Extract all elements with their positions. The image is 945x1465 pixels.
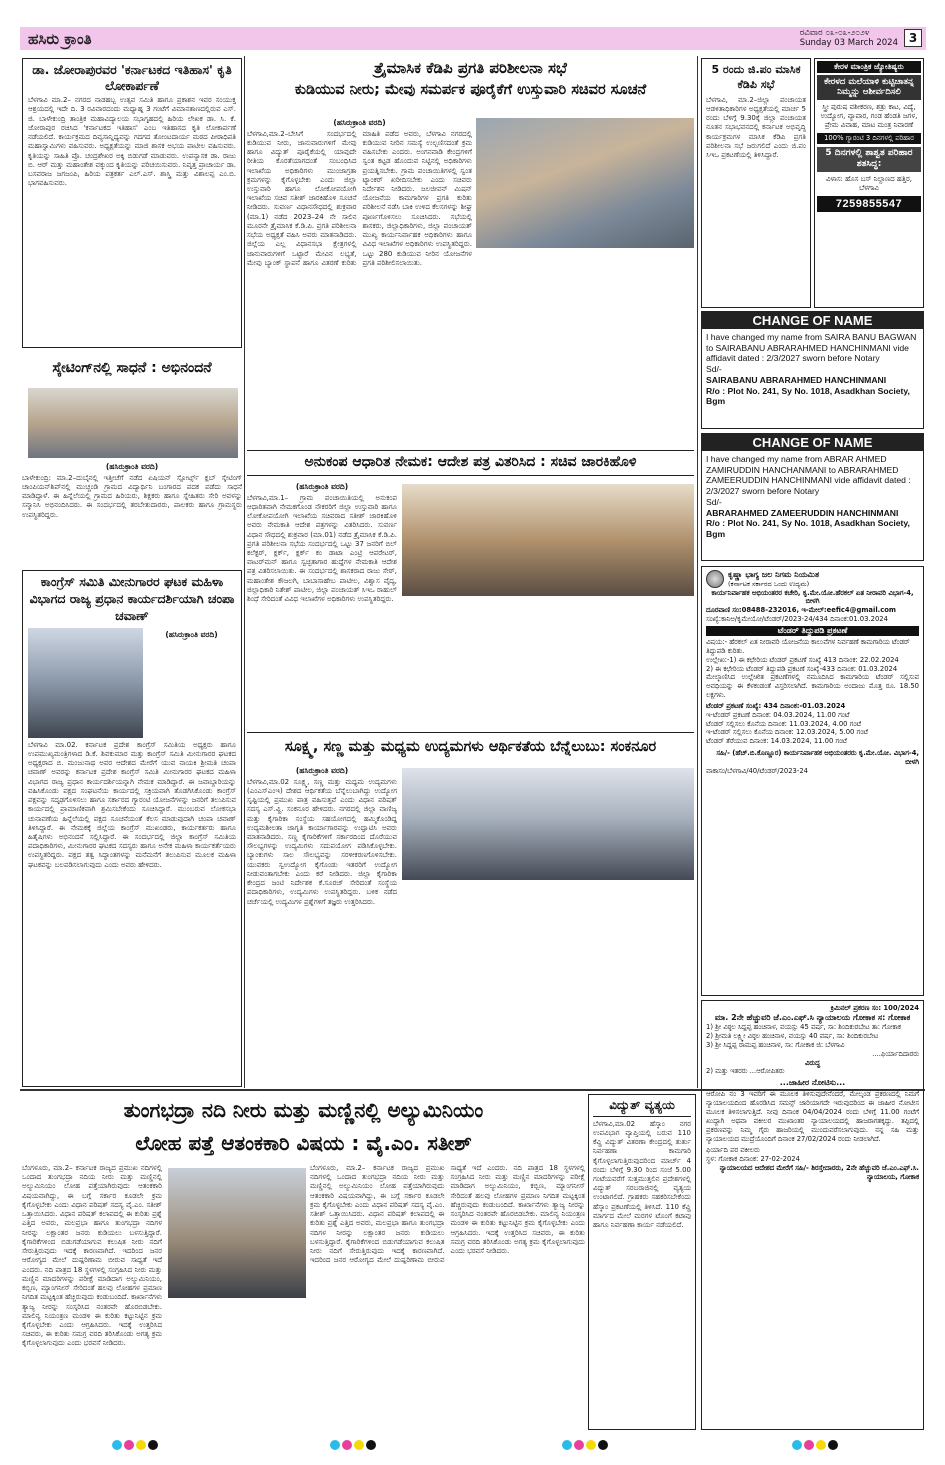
cyan-dot [330, 1440, 340, 1450]
notice-sd: Sd/- [706, 364, 722, 375]
tender-notice [701, 566, 924, 996]
ad-phone: 7259855547 [817, 196, 921, 212]
versus: ವಿರುದ್ಧ [804, 1058, 821, 1067]
cyan-dot [112, 1440, 122, 1450]
article-body: ಬೆಳಗಾವಿ,ಮಾ.02 ಸೂಕ್ಷ್ಮ, ಸಣ್ಣ ಮತ್ತು ಮಧ್ಯಮ ಉದ್ಯಮಗಳು (ಎಂಎಸ್‌ಎಂಇ) ದೇಶದ ಆರ್ಥಿಕತೆಯ ಬೆನ್ನೆಲುಬಾಗಿದ್ದು ಉದ್ಯೋಗ ಸೃಷ್ಟಿಯಲ್ಲಿ ಪ್ರಮುಖ ಪಾತ್ರ ವಹಿಸುತ್ತವೆ ಎಂದು ವಿಧಾನ ಪರಿಷತ್ ಸದಸ್ಯ ಎಸ್.ವ್ಹಿ. ಸಂಕನೂರ ಹೇಳಿದರು. ನಗರದಲ್ಲಿ ಜಿಲ್ಲಾ ವಾಣಿಜ್ಯ ಮತ್ತು ಕೈಗಾರಿಕಾ ಸಂಸ್ಥೆಯ ಸಹಯೋಗದಲ್ಲಿ ಹಮ್ಮಿಕೊಂಡಿದ್ದ ಉದ್ಯಮಶೀಲತಾ ಜಾಗೃತಿ ಕಾರ್ಯಾಗಾರವನ್ನು ಉದ್ಘಾಟಿಸಿ ಅವರು ಮಾತನಾಡಿದರು. ಸಣ್ಣ ಕೈಗಾರಿಕೆಗಳಿಗೆ ಸರ್ಕಾರದಿಂದ ದೊರೆಯುವ ಸೌಲಭ್ಯಗಳನ್ನು ಉದ್ಯಮಿಗಳು ಸದುಪಯೋಗ ಪಡಿಸಿಕೊಳ್ಳಬೇಕು. ಬ್ಯಾಂಕುಗಳು ಸಾಲ ಸೌಲಭ್ಯವನ್ನು ಸರಳೀಕರಣಗೊಳಿಸಬೇಕು. ಯುವಕರು ಸ್ವಉದ್ಯೋಗ ಕೈಗೊಂಡು ಇತರರಿಗೆ ಉದ್ಯೋಗ ನೀಡುವಂತಾಗಬೇಕು ಎಂದು ಕರೆ ನೀಡಿದರು. ಜಿಲ್ಲಾ ಕೈಗಾರಿಕಾ ಕೇಂದ್ರದ ಜಂಟಿ ನಿರ್ದೇಶಕ ಕೆ.ಸೂರಜ್ ಸೇರಿದಂತೆ ಸಂಸ್ಥೆಯ ಪದಾಧಿಕಾರಿಗಳು, ಉದ್ಯಮಿಗಳು ಉಪಸ್ಥಿತರಿದ್ದರು. ಬಳಿಕ ನಡೆದ ಚರ್ಚೆಯಲ್ಲಿ ಉದ್ಯಮಿಗಳ ಪ್ರಶ್ನೆಗಳಿಗೆ ತಜ್ಞರು ಉತ್ತರಿಸಿದರು. [247, 777, 397, 906]
ad-days: 5 ದಿನಗಳಲ್ಲಿ ಶಾಶ್ವತ ಪರಿಹಾರ ಶತಸಿದ್ಧ: [817, 147, 921, 172]
headline-kicker: ತ್ರೈಮಾಸಿಕ ಕೆಡಿಪಿ ಪ್ರಗತಿ ಪರಿಶೀಲನಾ ಸಭೆ [374, 59, 567, 77]
tender-sub: (ಕರ್ನಾಟಕ ಸರ್ಕಾರದ ಒಂದು ಉದ್ಯಮ) [728, 580, 810, 589]
yellow-dot [136, 1440, 146, 1450]
black-dot [366, 1440, 376, 1450]
byline: (ಹಸಿರುಕ್ರಾಂತಿ ವರದಿ) [333, 118, 386, 127]
article-tungabhadra-col2 [310, 1164, 585, 1430]
role-accused: 2) ಮತ್ತು ಇತರರು ...ಆರೋಪಿತರು [706, 1067, 785, 1076]
notice-body: I have changed my name from ABRAR AHMED ZAMIRUDDIN HANCHANMANI to ABRARAHMED ZAMEERUDDIN HANCHINMANI vide affidavit dated : 2/3/2027 sworn before Notary [706, 454, 911, 497]
byline: (ಹಸಿರುಕ್ರಾಂತಿ ವರದಿ) [105, 462, 159, 471]
paper-title: ಹಸಿರು ಕ್ರಾಂತಿ [28, 30, 92, 48]
headline: ಕಾಂಗ್ರೆಸ್ ಸಮಿತಿ ಮೀನುಗಾರರ ಘಟಕ ಮಹಿಳಾ ವಿಭಾಗದ ರಾಜ್ಯ ಪ್ರಧಾನ ಕಾರ್ಯದರ್ಶಿಯಾಗಿ ಚಂಪಾ ಚವಾಣ್ [29, 574, 235, 623]
congress-photo [28, 628, 143, 738]
article-tungabhadra-col1 [22, 1164, 162, 1430]
court-notice [701, 1000, 924, 1430]
change-of-name-2 [701, 433, 924, 561]
skating-photo [28, 388, 238, 458]
black-dot [828, 1440, 838, 1450]
party-2: 2) ಶ್ರೀಮತಿ ಲಕ್ಷ್ಮೀ ವಿಠ್ಠಲ ಹಂಚಿನಾಳ, ವಯಸ್ಸು 40 ವರ್ಷ, ಸಾ: ಶಿಂದಿಕುರಬೇಟ [706, 1032, 879, 1041]
byline: (ಹಸಿರುಕ್ರಾಂತಿ ವರದಿ) [295, 766, 349, 775]
headline: ಡಾ. ಜೋರಾಪುರವರ 'ಕರ್ನಾಟಕದ ಇತಿಹಾಸ' ಕೃತಿ ಲೋಕಾರ್ಪಣೆ [32, 62, 232, 93]
article-body: ಬೆಂಗಳೂರು, ಮಾ.2– ಕರ್ನಾಟಕ ರಾಜ್ಯದ ಪ್ರಮುಖ ನದಿಗಳಲ್ಲಿ ಒಂದಾದ ತುಂಗಭದ್ರಾ ನದಿಯ ನೀರು ಮತ್ತು ಮಣ್ಣಿನಲ್ಲಿ ಅಲ್ಯುಮಿನಿಯಂ ಲೋಹ ಪತ್ತೆಯಾಗಿರುವುದು ಆತಂಕಕಾರಿ ವಿಷಯವಾಗಿದ್ದು, ಈ ಬಗ್ಗೆ ಸರ್ಕಾರ ಕೂಡಲೇ ಕ್ರಮ ಕೈಗೊಳ್ಳಬೇಕು ಎಂದು ವಿಧಾನ ಪರಿಷತ್ ಸದಸ್ಯ ವೈ.ಎಂ. ಸತೀಶ್ ಒತ್ತಾಯಿಸಿದರು. ವಿಧಾನ ಪರಿಷತ್ ಕಲಾಪದಲ್ಲಿ ಈ ಕುರಿತು ಪ್ರಶ್ನೆ ಎತ್ತಿದ ಅವರು, ಮಲಪ್ರಭಾ ಹಾಗೂ ತುಂಗಭದ್ರಾ ನದಿಗಳ ನೀರನ್ನು ಲಕ್ಷಾಂತರ ಜನರು ಕುಡಿಯಲು ಬಳಸುತ್ತಿದ್ದಾರೆ. ಕೈಗಾರಿಕೆಗಳಿಂದ ಬಿಡುಗಡೆಯಾಗುವ ಕಲುಷಿತ ನೀರು ನದಿಗೆ ಸೇರುತ್ತಿರುವುದು ಇದಕ್ಕೆ ಕಾರಣವಾಗಿದೆ. ಇದರಿಂದ ಜನರ ಆರೋಗ್ಯದ ಮೇಲೆ ದುಷ್ಪರಿಣಾಮ ಬೀರುವ ಸಾಧ್ಯತೆ ಇದೆ ಎಂದರು. ನದಿ ಪಾತ್ರದ 18 ಸ್ಥಳಗಳಲ್ಲಿ ಸಂಗ್ರಹಿಸಿದ ನೀರು ಮತ್ತು ಮಣ್ಣಿನ ಮಾದರಿಗಳನ್ನು ಪರೀಕ್ಷೆ ಮಾಡಿದಾಗ ಅಲ್ಯುಮಿನಿಯಂ, ಕಬ್ಬಿಣ, ಮ್ಯಾಂಗನೀಸ್ ಸೇರಿದಂತೆ ಹಲವು ಲೋಹಗಳ ಪ್ರಮಾಣ ನಿಗದಿತ ಮಟ್ಟಕ್ಕಿಂತ ಹೆಚ್ಚಿರುವುದು ಕಂಡುಬಂದಿದೆ. ಕಾರ್ಖಾನೆಗಳು ತ್ಯಾಜ್ಯ ನೀರನ್ನು ಸಂಸ್ಕರಿಸಿದ ನಂತರವೇ ಹೊರಬಿಡಬೇಕು. ಮಾಲಿನ್ಯ ನಿಯಂತ್ರಣ ಮಂಡಳಿ ಈ ಕುರಿತು ಕಟ್ಟುನಿಟ್ಟಿನ ಕ್ರಮ ಕೈಗೊಳ್ಳಬೇಕು ಎಂದು ಆಗ್ರಹಿಸಿದರು. ಇದಕ್ಕೆ ಉತ್ತರಿಸಿದ ಸಚಿವರು, ಈ ಕುರಿತು ಸಮಗ್ರ ವರದಿ ತರಿಸಿಕೊಂಡು ಅಗತ್ಯ ಕ್ರಮ ಕೈಗೊಳ್ಳಲಾಗುವುದು ಎಂದು ಭರವಸೆ ನೀಡಿದರು. [22, 1164, 162, 1348]
yellow-dot [816, 1440, 826, 1450]
article-body: ಬೆಳಗಾವಿ,ಮಾ.1– ಗ್ರಾಮ ಪಂಚಾಯಿತಿಯಲ್ಲಿ ಅನುಕಂಪ ಆಧಾರಿತವಾಗಿ ನೇಮಕಗೊಂಡ ನೌಕರರಿಗೆ ಜಿಲ್ಲಾ ಉಸ್ತುವಾರಿ ಹಾಗೂ ಲೋಕೋಪಯೋಗಿ ಇಲಾಖೆಯ ಸಚಿವರಾದ ಸತೀಶ್ ಜಾರಕಿಹೊಳಿ ಅವರು ನೇಮಕಾತಿ ಆದೇಶ ಪತ್ರಗಳನ್ನು ವಿತರಿಸಿದರು. ಸುವರ್ಣ ವಿಧಾನ ಸೌಧದಲ್ಲಿ ಶುಕ್ರವಾರ (ಮಾ.01) ನಡೆದ ತ್ರೈಮಾಸಿಕ ಕೆ.ಡಿ.ಪಿ. ಪ್ರಗತಿ ಪರಿಶೀಲನಾ ಸಭೆಯ ಸಂದರ್ಭದಲ್ಲಿ ಒಟ್ಟು 37 ಜನರಿಗೆ ಬಿಲ್ ಕಲೆಕ್ಟರ್, ಕ್ಲರ್ಕ್, ಕ್ಲರ್ಕ್ ಕಂ ಡಾಟಾ ಎಂಟ್ರಿ ಆಪರೇಟರ್, ವಾಟರ್‌ಮನ್ ಹಾಗೂ ಸ್ವಚ್ಛತಾಗಾರ ಹುದ್ದೆಗಳ ನೇಮಕಾತಿ ಆದೇಶ ಪತ್ರ ವಿತರಿಸಲಾಯಿತು. ಈ ಸಂದರ್ಭದಲ್ಲಿ ಶಾಸಕರಾದ ರಾಜು ಸೇಠ್, ಮಹಾಂತೇಶ ಕೌಜಲಗಿ, ಬಾಬಾಸಾಹೇಬ ಪಾಟೀಲ, ವಿಶ್ವಾಸ ವೈದ್ಯ, ಜಿಲ್ಲಾಧಿಕಾರಿ ನಿತೇಶ್ ಪಾಟೀಲ, ಜಿಲ್ಲಾ ಪಂಚಾಯತ್ ಸಿಇಒ ರಾಹುಲ್ ಶಿಂಧೆ ಸೇರಿದಂತೆ ವಿವಿಧ ಇಲಾಖೆಗಳ ಅಧಿಕಾರಿಗಳು ಉಪಸ್ಥಿತರಿದ್ದರು. [247, 493, 397, 604]
tender-contact: ದೂರವಾಣಿ ಸಂ:08488-232016, ಇ-ಮೇಲ್:eefic4@gmail.com [706, 606, 897, 615]
tender-description: ಮೇಲ್ಕಾಣಿಸಿದ ಉಲ್ಲೇಖಿತ ಪ್ರಕಟಣೆಗಳಲ್ಲಿ ನಮೂದಿಸಿದ ಕಾಮಗಾರಿಯ ಟೆಂಡರ್ ಸಲ್ಲಿಸುವ ಅವಧಿಯನ್ನು ಈ ಕೆಳಕಂಡಂತೆ ವಿಸ್ತರಿಸಲಾಗಿದೆ. ಕಾಮಗಾರಿಯ ಅಂದಾಜು ಮೊತ್ತ ರೂ. 18.50 ಲಕ್ಷಗಳು. [706, 673, 919, 700]
tender-signature: ಸಹಿ/- (ಹೆಚ್.ಬಿ.ಕೊಣ್ಣೂರ) ಕಾರ್ಯನಿರ್ವಾಹಕ ಅಭಿಯಂತರರು ಕೃ.ಮೇ.ಯೋ. ವಿಭಾಗ-4, ಬೀಳಗಿ [716, 749, 919, 766]
ad-address: ವಿಳಾಸ: ಹೊಸ ಬಸ್ ನಿಲ್ದಾಣದ ಹತ್ತಿರ, ಬೆಳಗಾವಿ [826, 174, 912, 192]
article-body-continued: ಬೆಂಗಳೂರು, ಮಾ.2– ಕರ್ನಾಟಕ ರಾಜ್ಯದ ಪ್ರಮುಖ ನದಿಗಳಲ್ಲಿ ಒಂದಾದ ತುಂಗಭದ್ರಾ ನದಿಯ ನೀರು ಮತ್ತು ಮಣ್ಣಿನಲ್ಲಿ ಅಲ್ಯುಮಿನಿಯಂ ಲೋಹ ಪತ್ತೆಯಾಗಿರುವುದು ಆತಂಕಕಾರಿ ವಿಷಯವಾಗಿದ್ದು, ಈ ಬಗ್ಗೆ ಸರ್ಕಾರ ಕೂಡಲೇ ಕ್ರಮ ಕೈಗೊಳ್ಳಬೇಕು ಎಂದು ವಿಧಾನ ಪರಿಷತ್ ಸದಸ್ಯ ವೈ.ಎಂ. ಸತೀಶ್ ಒತ್ತಾಯಿಸಿದರು. ವಿಧಾನ ಪರಿಷತ್ ಕಲಾಪದಲ್ಲಿ ಈ ಕುರಿತು ಪ್ರಶ್ನೆ ಎತ್ತಿದ ಅವರು, ಮಲಪ್ರಭಾ ಹಾಗೂ ತುಂಗಭದ್ರಾ ನದಿಗಳ ನೀರನ್ನು ಲಕ್ಷಾಂತರ ಜನರು ಕುಡಿಯಲು ಬಳಸುತ್ತಿದ್ದಾರೆ. ಕೈಗಾರಿಕೆಗಳಿಂದ ಬಿಡುಗಡೆಯಾಗುವ ಕಲುಷಿತ ನೀರು ನದಿಗೆ ಸೇರುತ್ತಿರುವುದು ಇದಕ್ಕೆ ಕಾರಣವಾಗಿದೆ. ಇದರಿಂದ ಜನರ ಆರೋಗ್ಯದ ಮೇಲೆ ದುಷ್ಪರಿಣಾಮ ಬೀರುವ ಸಾಧ್ಯತೆ ಇದೆ ಎಂದರು. ನದಿ ಪಾತ್ರದ 18 ಸ್ಥಳಗಳಲ್ಲಿ ಸಂಗ್ರಹಿಸಿದ ನೀರು ಮತ್ತು ಮಣ್ಣಿನ ಮಾದರಿಗಳನ್ನು ಪರೀಕ್ಷೆ ಮಾಡಿದಾಗ ಅಲ್ಯುಮಿನಿಯಂ, ಕಬ್ಬಿಣ, ಮ್ಯಾಂಗನೀಸ್ ಸೇರಿದಂತೆ ಹಲವು ಲೋಹಗಳ ಪ್ರಮಾಣ ನಿಗದಿತ ಮಟ್ಟಕ್ಕಿಂತ ಹೆಚ್ಚಿರುವುದು ಕಂಡುಬಂದಿದೆ. ಕಾರ್ಖಾನೆಗಳು ತ್ಯಾಜ್ಯ ನೀರನ್ನು ಸಂಸ್ಕರಿಸಿದ ನಂತರವೇ ಹೊರಬಿಡಬೇಕು. ಮಾಲಿನ್ಯ ನಿಯಂತ್ರಣ ಮಂಡಳಿ ಈ ಕುರಿತು ಕಟ್ಟುನಿಟ್ಟಿನ ಕ್ರಮ ಕೈಗೊಳ್ಳಬೇಕು ಎಂದು ಆಗ್ರಹಿಸಿದರು. ಇದಕ್ಕೆ ಉತ್ತರಿಸಿದ ಸಚಿವರು, ಈ ಕುರಿತು ಸಮಗ್ರ ವರದಿ ತರಿಸಿಕೊಂಡು ಅಗತ್ಯ ಕ್ರಮ ಕೈಗೊಳ್ಳಲಾಗುವುದು ಎಂದು ಭರವಸೆ ನೀಡಿದರು. [310, 1164, 585, 1265]
notice-heading: ...ಜಾಹೀರ ನೋಟಿಸು... [779, 1078, 846, 1088]
place-date: ಸ್ಥಳ: ಗೋಕಾಕ ದಿನಾಂಕ: 27-02-2024 [706, 1155, 800, 1164]
role-complainant: ....ಫಿರ್ಯಾದಿದಾರರು [872, 1049, 919, 1058]
article-body: ಬೆಳಗಾವಿ, ಮಾ.2–ಜಿಲ್ಲಾ ಪಂಚಾಯತ ಆಡಳಿತಾಧಿಕಾರಿಗಳ ಅಧ್ಯಕ್ಷತೆಯಲ್ಲಿ ಮಾರ್ಚ 5 ರಂದು ಬೆಳಿಗ್ಗೆ 9.30ಕ್ಕೆ ಜಿಲ್ಲಾ ಪಂಚಾಯತ ನೂತನ ಸಭಾಭವನದಲ್ಲಿ ಕರ್ನಾಟಕ ಅಭಿವೃದ್ಧಿ ಕಾರ್ಯಕ್ರಮಗಳ ಮಾಸಿಕ ಕೆಡಿಪಿ ಪ್ರಗತಿ ಪರಿಶೀಲನಾ ಸಭೆ ಜರುಗಲಿದೆ ಎಂದು ಜಿ.ಪಂ ಸಿಇಒ ಪ್ರಕಟಣೆಯಲ್ಲಿ ತಿಳಿಸಿದ್ದಾರೆ. [706, 95, 806, 160]
tender-subject: ವಿಷಯ:- ಹೆರಕಲ್ ಏತ ನೀರಾವರಿ ಯೋಜನೆಯ ಕಾಲುವೆಗಳ ನಿರ್ವಹಣೆ ಕಾಮಗಾರಿಯ ಟೆಂಡರ್ ತಿದ್ದುಪಡಿ ಕುರಿತು. [706, 638, 910, 655]
article-kdp [247, 116, 472, 446]
notice-sd: Sd/- [706, 496, 722, 507]
notice-body: ಆರೋಪಿ ನಂ 3 ಇವರಿಗೆ ಈ ಮೂಲಕ ತಿಳಿಸುವುದೇನೆಂದರೆ, ಮೇಲ್ಕಂಡ ಪ್ರಕರಣದಲ್ಲಿ ನಿಮಗೆ ನ್ಯಾಯಾಲಯದಿಂದ ಹೊರಡಿಸಿದ ಸಮನ್ಸ್ ಜಾರಿಯಾಗದೇ ಇರುವುದರಿಂದ ಈ ಜಾಹೀರ ನೋಟೀಸ ಮೂಲಕ ತಿಳಿಸಲಾಗುತ್ತಿದೆ. ನೀವು ದಿನಾಂಕ 04/04/2024 ರಂದು ಬೆಳಿಗ್ಗೆ 11.00 ಗಂಟೆಗೆ ಖುದ್ದಾಗಿ ಅಥವಾ ವಕೀಲರ ಮುಖಾಂತರ ನ್ಯಾಯಾಲಯದಲ್ಲಿ ಹಾಜರಾಗತಕ್ಕದ್ದು. ತಪ್ಪಿದಲ್ಲಿ ಪ್ರಕರಣವನ್ನು ನಿಮ್ಮ ಗೈರು ಹಾಜರಿಯಲ್ಲಿ ಮುಂದುವರೆಸಲಾಗುವುದು. ನನ್ನ ಸಹಿ ಮತ್ತು ನ್ಯಾಯಾಲಯದ ಮುದ್ರೆಯೊಂದಿಗೆ ದಿನಾಂಕ 27/02/2024 ರಂದು ನೀಡಲಾಗಿದೆ. [706, 1090, 919, 1143]
masthead-band [20, 27, 926, 50]
magenta-dot [124, 1440, 134, 1450]
speaker-photo [168, 1168, 306, 1298]
article-body: ಬೆಳಗಾವಿ,ಮಾ.2–ಬೇಸಿಗೆ ಸಂದರ್ಭದಲ್ಲಿ ಕುಡಿಯುವ ನೀರು, ಜಾನುವಾರುಗಳಿಗೆ ಮೇವು ಹಾಗೂ ವಿದ್ಯುತ್ ಪೂರೈಕೆಯಲ್ಲಿ ಯಾವುದೇ ರೀತಿಯ ಕೊರತೆಯಾಗದಂತೆ ಸಂಬಂಧಿಸಿದ ಇಲಾಖೆಯ ಅಧಿಕಾರಿಗಳು ಮುಂಜಾಗ್ರತಾ ಕ್ರಮಗಳನ್ನು ಕೈಗೊಳ್ಳಬೇಕು ಎಂದು ಜಿಲ್ಲಾ ಉಸ್ತುವಾರಿ ಹಾಗೂ ಲೋಕೋಪಯೋಗಿ ಇಲಾಖೆಯ ಸಚಿವ ಸತೀಶ್ ಜಾರಕಿಹೊಳಿ ಸೂಚನೆ ನೀಡಿದರು. ಸುವರ್ಣ ವಿಧಾನಸೌಧದಲ್ಲಿ ಶುಕ್ರವಾರ (ಮಾ.1) ನಡೆದ 2023–24 ನೇ ಸಾಲಿನ ಮೂರನೇ ತ್ರೈಮಾಸಿಕ ಕೆ.ಡಿ.ಪಿ. ಪ್ರಗತಿ ಪರಿಶೀಲನಾ ಸಭೆಯ ಅಧ್ಯಕ್ಷತೆ ವಹಿಸಿ ಅವರು ಮಾತನಾಡಿದರು. ಜಿಲ್ಲೆಯ ಎಲ್ಲ ವಿಧಾನಸಭಾ ಕ್ಷೇತ್ರಗಳಲ್ಲಿ ಜಾನುವಾರುಗಳಿಗೆ ಒಟ್ಟಾರೆ ಮೇವಿನ ಲಭ್ಯತೆ, ಮೇವು ಬ್ಯಾಂಕ್ ಸ್ಥಾಪನೆ ಹಾಗೂ ವಿತರಣೆ ಕುರಿತು ಮಾಹಿತಿ ಪಡೆದ ಅವರು, ಬೆಳಗಾವಿ ನಗರದಲ್ಲಿ ಕುಡಿಯುವ ನೀರಿನ ಸಮಸ್ಯೆ ಉಲ್ಬಣಿಸದಂತೆ ಕ್ರಮ ವಹಿಸಬೇಕು ಎಂದರು. ಅಂಗನವಾಡಿ ಕೇಂದ್ರಗಳಿಗೆ ಸ್ವಂತ ಕಟ್ಟಡ ಹೊಂದುವ ನಿಟ್ಟಿನಲ್ಲಿ ಅಧಿಕಾರಿಗಳು ಪ್ರಯತ್ನಿಸಬೇಕು. ಗ್ರಾಮ ಪಂಚಾಯಿತಿಗಳಲ್ಲಿ ಸ್ವಂತ ಟ್ಯಾಂಕರ್ ಖರೀದಿಸಬೇಕು ಎಂದು ಸಚಿವರು ನಿರ್ದೇಶನ ನೀಡಿದರು. ಜಲಜೀವನ್ ಮಿಷನ್ ಯೋಜನೆಯ ಕಾಮಗಾರಿಗಳ ಪ್ರಗತಿ ಕುರಿತು ಪರಿಶೀಲನೆ ನಡೆಸಿ ಬಾಕಿ ಉಳಿದ ಕೆಲಸಗಳನ್ನು ಶೀಘ್ರ ಪೂರ್ಣಗೊಳಿಸಲು ಸೂಚಿಸಿದರು. ಸಭೆಯಲ್ಲಿ ಶಾಸಕರು, ಜಿಲ್ಲಾಧಿಕಾರಿಗಳು, ಜಿಲ್ಲಾ ಪಂಚಾಯತ್ ಮುಖ್ಯ ಕಾರ್ಯನಿರ್ವಾಹಕ ಅಧಿಕಾರಿಗಳು ಹಾಗೂ ವಿವಿಧ ಇಲಾಖೆಗಳ ಅಧಿಕಾರಿಗಳು ಉಪಸ್ಥಿತರಿದ್ದರು. ಒಟ್ಟು 280 ಕುಡಿಯುವ ನೀರಿನ ಯೋಜನೆಗಳ ಪ್ರಗತಿ ಪರಿಶೀಲಿಸಲಾಯಿತು. [247, 129, 472, 267]
article-anukampa [247, 480, 397, 730]
article-body: ಬಾಳೇಕುಂದ್ರಿ: ಮಾ.2–ದುಬೈನಲ್ಲಿ ಇತ್ತೀಚೆಗೆ ನಡೆದ ಏಷಿಯನ್ ಸ್ಪೋರ್ಟ್ಸ್ ಕ್ಲಬ್ ಸ್ಕೇಟಿಂಗ್ ಚಾಂಪಿಯನ್‌ಶಿಪ್‌ನಲ್ಲಿ ಮುಚ್ಚಂಡಿ ಗ್ರಾಮದ ವಿದ್ಯಾರ್ಥಿನಿ ಬಂಗಾರದ ಪದಕ ಪಡೆದು ಸಾಧನೆ ಮಾಡಿದ್ದಾಳೆ. ಈ ಹಿನ್ನೆಲೆಯಲ್ಲಿ ಗ್ರಾಮದ ಹಿರಿಯರು, ಶಿಕ್ಷಕರು ಹಾಗೂ ಸ್ನೇಹಿತರು ಸೇರಿ ಅವಳನ್ನು ಸನ್ಮಾನಿಸಿ ಅಭಿನಂದಿಸಿದರು. ಈ ಸಂದರ್ಭದಲ್ಲಿ ತರಬೇತುದಾರರು, ಪಾಲಕರು ಹಾಗೂ ಗ್ರಾಮಸ್ಥರು ಉಪಸ್ಥಿತರಿದ್ದರು. [22, 473, 242, 519]
issue-date [800, 28, 898, 48]
notice-title: CHANGE OF NAME [702, 312, 923, 329]
date-kannada: ರವಿವಾರ ೦೩-೦೩-೨೦೨೪ [799, 28, 870, 38]
column-divider [244, 56, 245, 1088]
headline-main: ಕುಡಿಯುವ ನೀರು; ಮೇವು ಸಮರ್ಪಕ ಪೂರೈಕೆಗೆ ಉಸ್ತುವಾರಿ ಸಚಿವರ ಸೂಚನೆ [294, 82, 647, 98]
article-power-cut [588, 1094, 696, 1430]
magenta-dot [574, 1440, 584, 1450]
ad-guarantee: 100% ಗ್ಯಾರಂಟಿ 3 ದಿನಗಳಲ್ಲಿ ಪರಿಹಾರ [817, 133, 921, 144]
notice-body: I have changed my name from SAIRA BANU BAGWAN to SAIRABANU ABRARAHMED HANCHINMANI vide affidavit dated : 2/3/2027 sworn before Notary [706, 332, 917, 364]
msme-headline-box [247, 732, 694, 762]
tungabhadra-headlines [22, 1094, 585, 1160]
page-number: 3 [904, 29, 922, 47]
astrologer-ad [814, 58, 924, 308]
tender-date-open: ಟೆಂಡರ್ ತೆರೆಯುವ ದಿನಾಂಕ: 14.03.2024, 11.00 ಗಂಟೆ [706, 737, 847, 746]
date-english: Sunday 03 March 2024 [799, 38, 898, 49]
advocate: ಫಿರ್ಯಾದಿ ಪರ ವಕೀಲರು [706, 1146, 760, 1155]
headline-line-1: ತುಂಗಭದ್ರಾ ನದಿ ನೀರು ಮತ್ತು ಮಣ್ಣಿನಲ್ಲಿ ಅಲ್ಯುಮಿನಿಯಂ [123, 1098, 484, 1122]
yellow-dot [586, 1440, 596, 1450]
headline-line-2: ಲೋಹ ಪತ್ತೆ ಆತಂಕಕಾರಿ ವಿಷಯ : ವೈ.ಎಂ. ಸತೀಶ್ [135, 1131, 472, 1155]
tender-title: ಟೆಂಡರ್ ತಿದ್ದುಪಡಿ ಪ್ರಕಟಣೆ [706, 626, 919, 636]
tender-number: ಟೆಂಡರ್ ಪ್ರಕಟಣೆ ಸಂಖ್ಯೆ: 434 ದಿನಾಂಕ:-01.03.2024 [706, 701, 846, 710]
byline: (ಹಸಿರುಕ್ರಾಂತಿ ವರದಿ) [165, 629, 218, 639]
case-number: ಕ್ರಿಮಿನಲ್ ಪ್ರಕರಣ ಸಂ: 100/2024 [830, 1004, 919, 1012]
article-msme [247, 764, 397, 1086]
article-zp-meeting [701, 58, 811, 308]
party-1: 1) ಶ್ರೀ ವಿಠ್ಠಲ ಸಿದ್ದಪ್ಪ ಹಂಚಿನಾಳ, ವಯಸ್ಸು 45 ವರ್ಷ, ಸಾ: ಶಿಂದಿಕುರಬೇಟ ತಾ: ಗೋಕಾಕ [706, 1023, 901, 1032]
notice-address: R/o : Plot No. 241, Sy No. 1018, Asadkhan Society, Bgm [706, 518, 910, 540]
magenta-dot [342, 1440, 352, 1450]
yellow-dot [354, 1440, 364, 1450]
headline: ವಿದ್ಯುತ್ ವ್ಯತ್ಯಯ [593, 1098, 691, 1117]
notice-title: CHANGE OF NAME [702, 434, 923, 451]
cyan-dot [562, 1440, 572, 1450]
notice-address: R/o : Plot No. 241, Sy No. 1018, Asadkhan Society, Bgm [706, 385, 910, 407]
byline: (ಹಸಿರುಕ್ರಾಂತಿ ವರದಿ) [295, 482, 349, 491]
kdp-meeting-photo [476, 118, 694, 248]
court-signature: ನ್ಯಾಯಾಲಯದ ಆದೇಶದ ಮೇರೆಗೆ ಸಹಿ/- ಶಿರಸ್ತೇದಾರರು, 2ನೇ ಹೆಚ್ಚುವರಿ ಜೆ.ಎಂ.ಎಫ್.ಸಿ. ನ್ಯಾಯಾಲಯ, ಗೋಕಾಕ [719, 1164, 919, 1181]
ad-lead: ಕೇರಳದ ಮಲೆಯಾಳಿ ಕುಟ್ಟಿಚಾತನ್ನ ನಿಮ್ಮನ್ನು ಆಶೀರ್ವದಿಸಲಿ [817, 75, 921, 100]
article-book-release [22, 58, 242, 348]
party-3: 3) ಶ್ರೀ ಸಿದ್ದಪ್ಪ ರಾಮಪ್ಪ ಹಂಚಿನಾಳ, ಸಾ: ಗೋಕಾಕ ಜಿ: ಬೆಳಗಾವಿ [706, 1040, 845, 1049]
kdp-headlines [247, 56, 694, 114]
appointment-photo [402, 484, 694, 596]
ad-services: ಸ್ತ್ರೀ ಪುರುಷ ವಶೀಕರಣ, ಶತ್ರು ಕಾಟ, ವಿದ್ಯೆ, ಉದ್ಯೋಗ, ವ್ಯಾಪಾರ, ಗಂಡ ಹೆಂಡತಿ ಜಗಳ, ಪ್ರೇಮ ವಿವಾಹ, ಮಾಟ ಮಂತ್ರ ನಿವಾರಣೆ [820, 102, 918, 130]
registration-marks [562, 1440, 608, 1450]
article-body: ಬೆಳಗಾವಿ,ಮಾ.02 ಹೆಸ್ಕಾಂ ನಗರ ಉಪವಿಭಾಗ ವ್ಯಾಪ್ತಿಯಲ್ಲಿ ಬರುವ 110 ಕೆವ್ಹಿ ವಿದ್ಯುತ್ ವಿತರಣಾ ಕೇಂದ್ರದಲ್ಲಿ ತುರ್ತು ನಿರ್ವಹಣಾ ಕಾಮಗಾರಿ ಕೈಗೊಳ್ಳಲಾಗುತ್ತಿರುವುದರಿಂದ ಮಾರ್ಚ್ 4 ರಂದು ಬೆಳಿಗ್ಗೆ 9.30 ರಿಂದ ಸಂಜೆ 5.00 ಗಂಟೆಯವರೆಗೆ ಸುತ್ತಮುತ್ತಲಿನ ಪ್ರದೇಶಗಳಲ್ಲಿ ವಿದ್ಯುತ್ ಸರಬರಾಜಿನಲ್ಲಿ ವ್ಯತ್ಯಯ ಉಂಟಾಗಲಿದೆ. ಗ್ರಾಹಕರು ಸಹಕರಿಸಬೇಕೆಂದು ಹೆಸ್ಕಾಂ ಪ್ರಕಟಣೆಯಲ್ಲಿ ತಿಳಿಸಿದೆ. 110 ಕೆವ್ಹಿ ಮಾರ್ಗದ ಮೇಲೆ ಮರಗಳ ಟೊಂಗೆ ಕಟಾವು ಹಾಗೂ ನಿರ್ವಹಣಾ ಕಾರ್ಯ ನಡೆಯಲಿದೆ. [593, 1119, 691, 1230]
headline: 5 ರಂದು ಜಿ.ಪಂ ಮಾಸಿಕ ಕೆಡಿಪಿ ಸಭೆ [711, 63, 801, 92]
skating-headline-box [22, 350, 242, 388]
emblem-icon [706, 570, 724, 588]
tender-org: ಕೃಷ್ಣಾ ಭಾಗ್ಯ ಜಲ ನಿಗಮ ನಿಯಮಿತ [728, 570, 820, 579]
tender-date-esubmit: ಇ-ಟೆಂಡರ್ ಸಲ್ಲಿಸಲು ಕೊನೆಯ ದಿನಾಂಕ: 12.03.2024, 5.00 ಗಂಟೆ [706, 728, 868, 737]
change-of-name-1 [701, 311, 924, 429]
tender-date-publish: ಇ-ಟೆಂಡರ್ ಪ್ರಕಟಣೆ ದಿನಾಂಕ: 04.03.2024, 11.00 ಗಂಟೆ [706, 710, 850, 719]
registration-marks [330, 1440, 376, 1450]
cyan-dot [792, 1440, 802, 1450]
article-skating [22, 460, 242, 568]
black-dot [598, 1440, 608, 1450]
headline: ಸ್ಕೇಟಿಂಗ್‌ನಲ್ಲಿ ಸಾಧನೆ : ಅಭಿನಂದನೆ [52, 360, 212, 376]
article-body: ಬೆಳಗಾವಿ ಮಾ.2– ನಗರದ ನಾಡಹಬ್ಬ ಉತ್ಸವ ಸಮಿತಿ ಹಾಗೂ ಪ್ರಕಾಶನ ಇವರ ಸಂಯುಕ್ತ ಆಶ್ರಯದಲ್ಲಿ ಇದೇ ದಿ. 3 ರವಿವಾರದಂದು ಮಧ್ಯಾಹ್ನ 3 ಗಂಟೆಗೆ ವಿಮಾನತಾಣದಲ್ಲಿರುವ ಎಸ್. ಜಿ. ಬಾಳೇಕುಂದ್ರಿ ತಾಂತ್ರಿಕ ಮಹಾವಿದ್ಯಾಲಯ ಸಭಾಗೃಹದಲ್ಲಿ ಹಿರಿಯ ಲೇಖಕ ಡಾ. ಸಿ. ಕೆ. ಜೋರಾಪುರ ರಚಿಸಿದ 'ಕರ್ನಾಟಕದ ಇತಿಹಾಸ' ಎಂಬ ಇತಿಹಾಸದ ಕೃತಿ ಲೋಕಾರ್ಪಣೆ ನಡೆಯಲಿದೆ. ಕಾರ್ಯಕ್ರಮದ ದಿವ್ಯಸಾನ್ನಿಧ್ಯವನ್ನು ಗದಗದ ತೋಂಟದಾರ್ಯ ಮಠದ ಪೀಠಾಧಿಪತಿ ಮಹಾಸ್ವಾಮಿಗಳು ವಹಿಸುವರು. ಅಧ್ಯಕ್ಷತೆಯನ್ನು ಮಾಜಿ ಶಾಸಕ ಅಭಯ ಪಾಟೀಲ ವಹಿಸುವರು. ಕೃತಿಯನ್ನು ಸಾಹಿತಿ ಪ್ರೊ. ಚಂದ್ರಶೇಖರ ಅಕ್ಕಿ ಬಿಡುಗಡೆ ಮಾಡುವರು. ಉಪನ್ಯಾಸಕ ಡಾ. ರಾಜು ಬಿ. ಆರ್ ಮತ್ತು ಮಹಾಂತೇಶ ವಕ್ಕುಂದ ಕೃತಿಯನ್ನು ಪರಿಚಯಿಸುವರು. ನಿವೃತ್ತ ಪ್ರಾಚಾರ್ಯ ಡಾ. ಬಸವರಾಜ ಜಗಜಂಪಿ, ಹಿರಿಯ ಪತ್ರಕರ್ತ ಎಲ್.ಎಸ್. ಶಾಸ್ತ್ರಿ ಮತ್ತು ವಿಶಾಲಪ್ಪ ಎಂ.ಬಿ. ಭಾಗವಹಿಸುವರು. [28, 96, 236, 188]
notice-sign: SAIRABANU ABRARAHMED HANCHINMANI [706, 374, 887, 385]
registration-marks [792, 1440, 838, 1450]
tender-ref: ಸಂಖ್ಯೆ:ಕಾನಿಅ/ಕೃಮೇಯೋ/ಟೆಂಡರ್/2023-24/434 ದಿನಾಂಕ:01.03.2024 [706, 615, 888, 624]
tender-dipr: ವಾಕಾಸಂ/ಬೆಳಗಾವಿ/40/ಟೆಂಡರ್/2023-24 [706, 766, 808, 775]
headline: ಸೂಕ್ಷ್ಮ, ಸಣ್ಣ ಮತ್ತು ಮಧ್ಯಮ ಉದ್ಯಮಗಳು ಆರ್ಥಿಕತೆಯ ಬೆನ್ನೆಲುಬು: ಸಂಕನೂರ [284, 739, 657, 755]
ad-header: ಕೇರಳ ಮಾಂತ್ರಿಕ ಜ್ಯೋತಿಷ್ಯರು [817, 61, 921, 73]
court-name: ಮಾ. 2ನೇ ಹೆಚ್ಚುವರಿ ಜೆ.ಎಂ.ಎಫ್.ಸಿ ನ್ಯಾಯಾಲಯ ಗೋಕಾಕ ಸ: ಗೋಕಾಕ [714, 1012, 911, 1022]
magenta-dot [804, 1440, 814, 1450]
tender-office: ಕಾರ್ಯನಿರ್ವಾಹಕ ಅಭಿಯಂತರರ ಕಚೇರಿ, ಕೃ.ಮೇ.ಯೋ.ಹೆರಕಲ್ ಏತ ನೀರಾವರಿ ವಿಭಾಗ-4, ಬೀಳಗಿ [711, 588, 914, 606]
tender-ref-1: ಉಲ್ಲೇಖ:-1) ಈ ಕಛೇರಿಯ ಟೆಂಡರ್ ಪ್ರಕಟಣೆ ಸಂಖ್ಯೆ 413 ದಿನಾಂಕ: 22.02.2024 [706, 655, 899, 664]
msme-event-photo [402, 768, 694, 880]
headline: ಅನುಕಂಪ ಆಧಾರಿತ ನೇಮಕ: ಆದೇಶ ಪತ್ರ ವಿತರಿಸಿದ : ಸಚಿವ ಜಾರಕಿಹೊಳಿ [304, 454, 637, 470]
article-body: ಬೆಳಗಾವಿ ಮಾ.02. ಕರ್ನಾಟಕ ಪ್ರದೇಶ ಕಾಂಗ್ರೆಸ್ ಸಮಿತಿಯ ಅಧ್ಯಕ್ಷರು ಹಾಗೂ ಉಪಮುಖ್ಯಮಂತ್ರಿಗಳಾದ ಡಿ.ಕೆ. ಶಿವಕುಮಾರ ಮತ್ತು ಕಾಂಗ್ರೆಸ್ ಸಮಿತಿ ಮೀನುಗಾರರ ಘಟಕದ ಅಧ್ಯಕ್ಷರಾದ ಬಿ. ಮಂಜುನಾಥ ಅವರ ಆದೇಶದ ಮೇರೆಗೆ ಯುವ ನಾಯಕಿ ಶ್ರೀಮತಿ ಚಂಪಾ ಚವಾಣ್ ಅವರನ್ನು ಕರ್ನಾಟಕ ಪ್ರದೇಶ ಕಾಂಗ್ರೆಸ್ ಸಮಿತಿ ಮೀನುಗಾರರ ಘಟಕದ ಮಹಿಳಾ ವಿಭಾಗದ ರಾಜ್ಯ ಪ್ರಧಾನ ಕಾರ್ಯದರ್ಶಿಯನ್ನಾಗಿ ನೇಮಕ ಮಾಡಿದ್ದಾರೆ. ಈ ಜವಾಬ್ದಾರಿಯನ್ನು ವಹಿಸಿಕೊಂಡು ಪಕ್ಷದ ಸಂಘಟನೆಯ ಕಾರ್ಯದಲ್ಲಿ ಸಕ್ರಿಯವಾಗಿ ತೊಡಗಿಸಿಕೊಂಡು ಕಾಂಗ್ರೆಸ್ ಪಕ್ಷವನ್ನು ಸದೃಢಗೊಳಿಸಲು ಹಾಗೂ ಸರ್ಕಾರದ ಗ್ಯಾರಂಟಿ ಯೋಜನೆಗಳನ್ನು ಜನರಿಗೆ ತಲುಪಿಸುವ ಕಾರ್ಯದಲ್ಲಿ ಪ್ರಾಮಾಣಿಕವಾಗಿ ಶ್ರಮಿಸಬೇಕೆಂದು ಸೂಚಿಸಿದ್ದಾರೆ. ಮುಂಬರುವ ಲೋಕಸಭಾ ಚುನಾವಣೆಯ ಹಿನ್ನೆಲೆಯಲ್ಲಿ ಪಕ್ಷದ ಸೂಚನೆಯಂತೆ ಕೆಲಸ ಮಾಡುವುದಾಗಿ ಚಂಪಾ ಚವಾಣ್ ತಿಳಿಸಿದ್ದಾರೆ. ಈ ನೇಮಕಕ್ಕೆ ಜಿಲ್ಲೆಯ ಕಾಂಗ್ರೆಸ್ ಮುಖಂಡರು, ಕಾರ್ಯಕರ್ತರು ಹಾಗೂ ಹಿತೈಷಿಗಳು ಅಭಿನಂದನೆ ಸಲ್ಲಿಸಿದ್ದಾರೆ. ಈ ಸಂದರ್ಭದಲ್ಲಿ ಜಿಲ್ಲಾ ಕಾಂಗ್ರೆಸ್ ಸಮಿತಿಯ ಪದಾಧಿಕಾರಿಗಳು, ಮೀನುಗಾರರ ಘಟಕದ ಸದಸ್ಯರು ಹಾಗೂ ಅನೇಕ ಮಹಿಳಾ ಕಾರ್ಯಕರ್ತೆಯರು ಉಪಸ್ಥಿತರಿದ್ದರು. ಪಕ್ಷದ ತತ್ವ ಸಿದ್ಧಾಂತಗಳನ್ನು ಮನೆಮನೆಗೆ ತಲುಪಿಸುವ ಮೂಲಕ ಮಹಿಳಾ ಘಟಕವನ್ನು ಬಲಪಡಿಸಲಾಗುವುದು ಎಂದು ಅವರು ಹೇಳಿದರು. [28, 740, 236, 869]
column-divider [697, 56, 698, 1088]
black-dot [148, 1440, 158, 1450]
anukampa-headline-box [247, 450, 694, 476]
tender-date-submit: ಟೆಂಡರ್ ಸಲ್ಲಿಸಲು ಕೊನೆಯ ದಿನಾಂಕ: 11.03.2024, 4.00 ಗಂಟೆ [706, 719, 862, 728]
article-congress [22, 570, 242, 1087]
notice-sign: ABRARAHMED ZAMEERUDDIN HANCHINMANI [706, 507, 899, 518]
registration-marks [112, 1440, 158, 1450]
tender-ref-2: 2) ಈ ಕಛೇರಿಯ ಟೆಂಡರ್ ತಿದ್ದುಪಡಿ ಪ್ರಕಟಣೆ ಸಂಖ್ಯೆ-433 ದಿನಾಂಕ: 01.03.2024 [706, 664, 898, 673]
